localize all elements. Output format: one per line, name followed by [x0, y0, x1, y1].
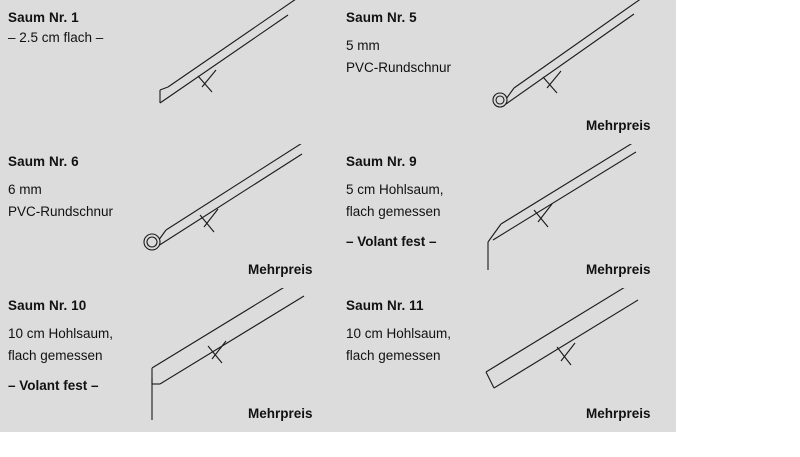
hem-cell-saum-11 — [338, 288, 676, 432]
hem-desc-line: 10 cm Hohlsaum, — [8, 326, 114, 341]
hem-title: Saum Nr. 9 — [346, 154, 417, 169]
extra-price-label: Mehrpreis — [248, 262, 313, 277]
hem-cell-text — [346, 8, 526, 79]
hem-title: Saum Nr. 5 — [346, 10, 417, 25]
hem-desc-line: – Volant fest – — [346, 234, 437, 249]
extra-price-label: Mehrpreis — [248, 406, 313, 421]
hem-desc-line: 10 cm Hohlsaum, — [346, 326, 452, 341]
extra-price-label: Mehrpreis — [586, 118, 651, 133]
hem-cell-text — [8, 296, 188, 397]
hem-desc-line: 5 mm — [346, 38, 380, 53]
hem-desc-line: PVC-Rundschnur — [8, 204, 114, 219]
hem-cell-text — [8, 8, 188, 49]
hem-desc-line: – 2.5 cm flach – — [8, 30, 104, 45]
extra-price-label: Mehrpreis — [586, 406, 651, 421]
hem-cell-saum-6 — [0, 144, 338, 288]
hem-cell-saum-10 — [0, 288, 338, 432]
extra-price-label: Mehrpreis — [586, 262, 651, 277]
hem-cell-text — [8, 152, 188, 223]
hem-desc-line: 6 mm — [8, 182, 42, 197]
hem-cell-text — [346, 296, 526, 367]
hem-cell-saum-9 — [338, 144, 676, 288]
hem-cell-saum-1 — [0, 0, 338, 144]
hem-desc-line: flach gemessen — [8, 348, 103, 363]
hem-cell-text — [346, 152, 526, 253]
hem-desc-line: flach gemessen — [346, 348, 441, 363]
hem-title: Saum Nr. 6 — [8, 154, 79, 169]
hem-title: Saum Nr. 11 — [346, 298, 424, 313]
hem-cell-saum-5 — [338, 0, 676, 144]
hem-desc-line: 5 cm Hohlsaum, — [346, 182, 444, 197]
hem-title: Saum Nr. 1 — [8, 10, 79, 25]
hem-desc-line: – Volant fest – — [8, 378, 99, 393]
hem-title: Saum Nr. 10 — [8, 298, 87, 313]
hem-desc-line: PVC-Rundschnur — [346, 60, 452, 75]
hem-desc-line: flach gemessen — [346, 204, 441, 219]
